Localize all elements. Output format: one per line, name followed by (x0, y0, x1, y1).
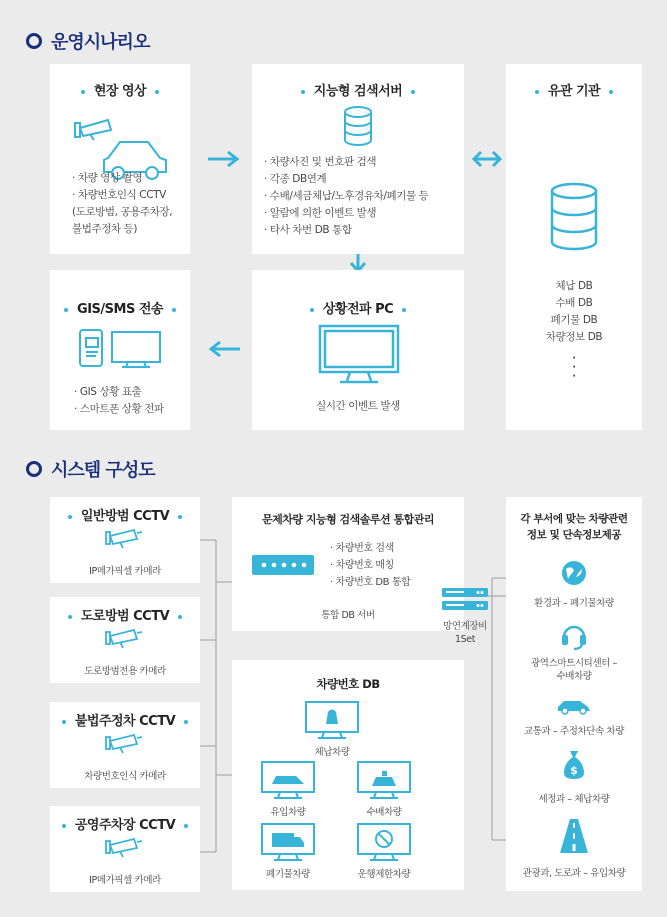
section-title-text: 운영시나리오 (51, 32, 150, 53)
card-title: 현장 영상 (50, 80, 190, 99)
server-switch-icon (252, 555, 314, 575)
cctv-caption: 차량번호인식 카메라 (84, 771, 166, 782)
field-video-bullets: · 차량 영상 촬영 · 차량번호인식 CCTV (도로방범, 공용주차장, 불법주정차 등) (72, 172, 173, 235)
card-title: 일반방범 CCTV (50, 505, 200, 524)
gis-sms-bullets: · GIS 상황 표출 · 스마트폰 상황 전파 (74, 386, 164, 415)
network-device-icon (442, 588, 488, 614)
departments-title: 각 부서에 맞는 차량관련 정보 및 단속정보제공 (520, 513, 628, 541)
plate-db-item: 유입차량 (270, 807, 306, 818)
cctv-camera-icon (104, 838, 144, 864)
integrated-bullets: · 차량번호 검색 · 차량번호 매칭 · 차량번호 DB 통합 (330, 543, 411, 588)
plate-db-card (232, 660, 464, 890)
plate-db-item: 수배차량 (366, 807, 402, 818)
card-title: 상황전파 PC (252, 298, 464, 317)
monitor-truck-icon (260, 822, 316, 862)
cctv-card-parking-violation (50, 702, 200, 788)
cctv-camera-icon (104, 629, 144, 655)
section-title-text: 시스템 구성도 (51, 460, 155, 481)
card-title: 유관 기관 (506, 80, 642, 99)
money-bag-icon (562, 749, 586, 781)
cctv-camera-icon (104, 734, 144, 760)
card-title: 도로방범 CCTV (50, 605, 200, 624)
cctv-caption: 도로방범전용 카메라 (84, 666, 166, 677)
cctv-card-public-parking (50, 806, 200, 892)
cctv-card-general (50, 497, 200, 583)
car-icon (556, 697, 592, 715)
cctv-caption: IP메가픽셀 카메라 (89, 566, 161, 577)
department-item: 교통과 – 주정차단속 차량 (524, 726, 624, 737)
card-title: 차량번호 DB (316, 677, 380, 691)
search-server-bullets: · 차량사진 및 번호판 검색 · 각종 DB연계 · 수배/세금체납/노후경유차/폐기물 등 · 알람에 의한 이벤트 발생 · 타사 차번 DB 통합 (264, 156, 429, 236)
department-item: 관광과, 도로과 – 유입차량 (522, 868, 626, 879)
cctv-camera-icon (104, 529, 144, 555)
road-icon (560, 819, 588, 853)
department-item: 환경과 – 폐기물차량 (534, 598, 614, 609)
integrated-caption: 통합 DB 서버 (321, 610, 375, 621)
cctv-caption: IP메가픽셀 카메라 (89, 875, 161, 886)
svg-text:$: $ (570, 764, 578, 777)
monitor-police-car-icon (356, 760, 412, 800)
globe-leaf-icon (560, 559, 588, 587)
plate-db-item: 폐기물차량 (266, 869, 310, 880)
integrated-management-card (232, 497, 464, 631)
headset-icon (560, 621, 588, 651)
agency-db-list: 체납 DB 수배 DB 폐기물 DB 차량정보 DB (545, 280, 603, 343)
network-device-caption: 망연계장비 1Set (443, 621, 487, 645)
monitor-money-icon (304, 700, 360, 740)
situation-pc-caption: 실시간 이벤트 발생 (316, 400, 400, 412)
department-item: 세정과 – 체납차량 (538, 794, 610, 805)
ellipsis: · · · (572, 353, 576, 382)
monitor-no-entry-icon (356, 822, 412, 862)
card-title: 문제차량 지능형 검색솔루션 통합관리 (261, 513, 434, 526)
department-item: 광역스마트시티센터 – 수배차량 (531, 658, 617, 682)
card-title: 공영주차장 CCTV (50, 814, 200, 833)
plate-db-item: 체납차량 (314, 747, 350, 758)
cctv-card-road (50, 597, 200, 683)
card-title: 지능형 검색서버 (252, 80, 464, 99)
departments-card (506, 497, 642, 891)
monitor-car-icon (260, 760, 316, 800)
card-title: GIS/SMS 전송 (50, 298, 190, 317)
plate-db-item: 운행제한차량 (357, 869, 411, 880)
card-title: 불법주정차 CCTV (50, 710, 200, 729)
